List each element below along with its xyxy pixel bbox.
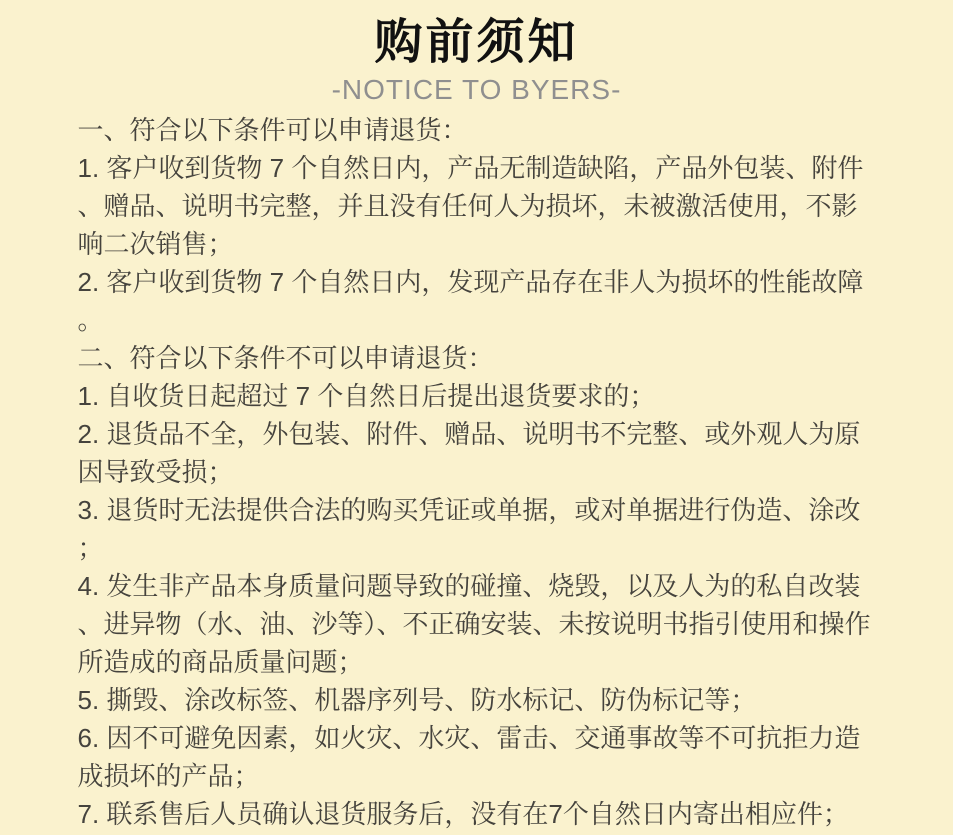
notice-item: 1. 客户收到货物 7 个自然日内，产品无制造缺陷，产品外包装、附件、赠品、说明书完整，并且没有任何人为损坏，未被激活使用，不影响二次销售；: [77, 153, 864, 259]
notice-item: 2. 退货品不全，外包装、附件、赠品、说明书不完整、或外观人为原因导致受损；: [77, 419, 861, 487]
notice-item: 4. 发生非产品本身质量问题导致的碰撞、烧毁，以及人为的私自改装、进异物（水、油、沙等）、不正确安装、未按说明书指引使用和操作所造成的商品质量问题；: [77, 571, 871, 677]
notice-item: 1. 自收货日起超过 7 个自然日后提出退货要求的；: [77, 381, 656, 411]
notice-item: 7. 联系售后人员确认退货服务后，没有在7个自然日内寄出相应件；: [77, 799, 849, 829]
notice-body: [78, 111, 876, 833]
notice-item: 3. 退货时无法提供合法的购买凭证或单据，或对单据进行伪造、涂改；: [77, 495, 861, 563]
page-subtitle: -NOTICE TO BYERS-: [331, 74, 622, 105]
notice-item: 6. 因不可避免因素，如火灾、水灾、雷击、交通事故等不可抗拒力造成损坏的产品；: [77, 723, 861, 791]
page-title: 购前须知: [374, 16, 579, 69]
section-heading: 二、符合以下条件不可以申请退货：: [77, 343, 494, 373]
notice-item: 2. 客户收到货物 7 个自然日内，发现产品存在非人为损坏的性能故障。: [77, 267, 864, 335]
section-heading: 一、符合以下条件可以申请退货：: [77, 115, 468, 145]
notice-item: 5. 撕毁、涂改标签、机器序列号、防水标记、防伪标记等；: [77, 685, 757, 715]
